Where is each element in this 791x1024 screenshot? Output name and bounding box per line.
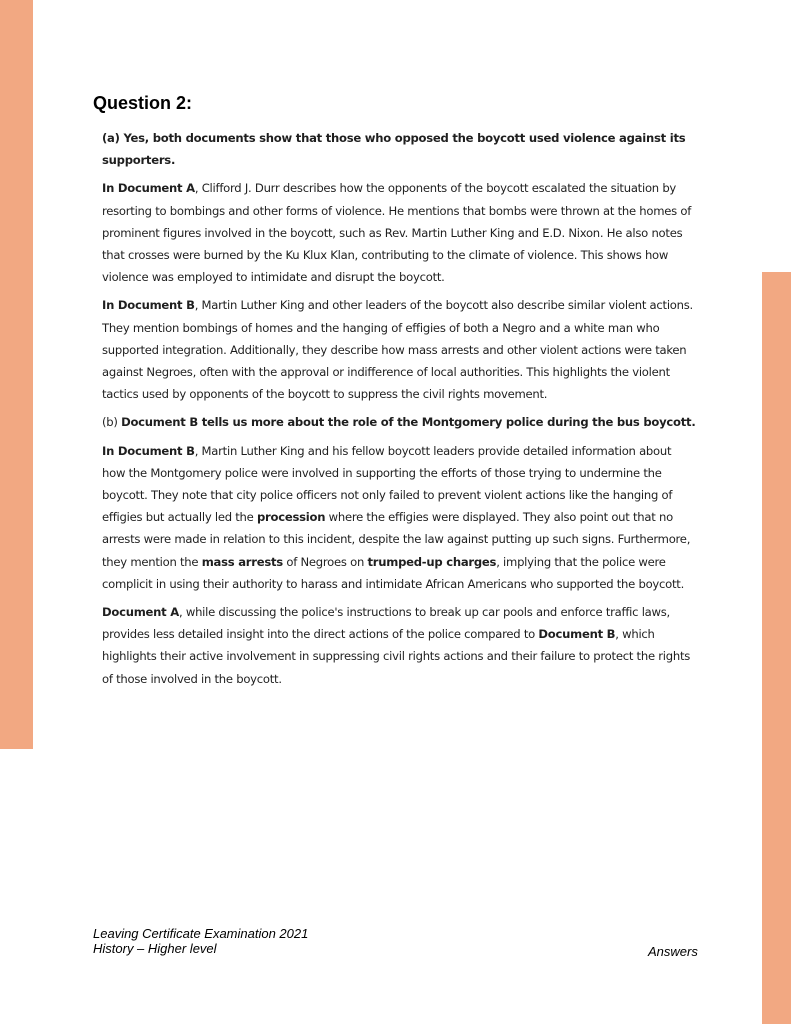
document-a-police-paragraph — [102, 601, 696, 690]
page-title: Question 2: — [93, 93, 193, 113]
document-b-police-text-4: , implying that the police were complicit in using their authority to harass and intimidate African Americans who supported the boycott. — [102, 554, 685, 591]
mass-arrests-emphasis: mass arrests — [201, 554, 283, 569]
document-b-police-text-3: of Negroes on — [282, 554, 368, 569]
document-a-label: In Document A — [102, 181, 195, 196]
document-b-reference: Document B — [538, 627, 616, 642]
answer-b-prefix: (b) — [102, 415, 122, 430]
left-accent-bar — [0, 0, 33, 749]
answer-body — [102, 127, 696, 696]
document-a-police-label: Document A — [102, 605, 179, 620]
document-b-police-paragraph — [102, 440, 696, 595]
trumped-up-charges-emphasis: trumped-up charges — [367, 554, 497, 569]
document-b-paragraph — [102, 294, 696, 405]
answer-a-heading: (a) Yes, both documents show that those who opposed the boycott used violence against its supporters. — [102, 131, 686, 168]
right-accent-bar — [762, 272, 791, 1024]
footer-exam-level: History – Higher level — [93, 941, 217, 956]
footer-answers-label: Answers — [648, 944, 698, 959]
document-a-text: , Clifford J. Durr describes how the opponents of the boycott escalated the situation by resorting to bombings and other forms of violence. He mentions that bombs were thrown at the homes of prominent figures involved in the boycott, such as Rev. Martin Luther King and E.D. Nixon. He also notes that crosses were burned by the Ku Klux Klan, contributing to the climate of violence. This shows how violence was employed to intimidate and disrupt the boycott. — [102, 181, 692, 285]
procession-emphasis: procession — [256, 510, 326, 525]
document-b-label: In Document B — [102, 298, 195, 313]
footer-exam-info — [93, 926, 308, 956]
document-a-paragraph — [102, 177, 696, 288]
footer-exam-title: Leaving Certificate Examination 2021 — [93, 926, 309, 941]
document-b-police-text-1: , Martin Luther King and his fellow boycott leaders provide detailed information about how the Montgomery police were involved in supporting the efforts of those trying to undermine the boycott. They note that city police officers not only failed to prevent violent actions like the hanging of effigies but actually led the — [102, 443, 673, 525]
answer-b-heading-text: Document B tells us more about the role of the Montgomery police during the bus boycott. — [121, 415, 696, 430]
document-b-text: , Martin Luther King and other leaders of the boycott also describe similar violent actions. They mention bombings of homes and the hanging of effigies of both a Negro and a white man who supported integration. Additionally, they describe how mass arrests and other violent actions were taken against Negroes, often with the approval or indifference of local authorities. This highlights the violent tactics used by opponents of the boycott to suppress the civil rights movement. — [102, 298, 693, 402]
document-b-police-label: In Document B — [102, 443, 195, 458]
document-a-police-text-2: , which highlights their active involvement in suppressing civil rights actions and their failure to protect the rights of those involved in the boycott. — [102, 627, 691, 686]
answer-b-heading — [102, 411, 696, 433]
document-a-police-text-1: , while discussing the police's instructions to break up car pools and enforce traffic laws, provides less detailed insight into the direct actions of the police compared to — [102, 605, 670, 642]
document-b-police-text-2: where the effigies were displayed. They also point out that no arrests were made in relation to this incident, despite the law against putting up such signs. Furthermore, they mention the — [102, 510, 691, 569]
